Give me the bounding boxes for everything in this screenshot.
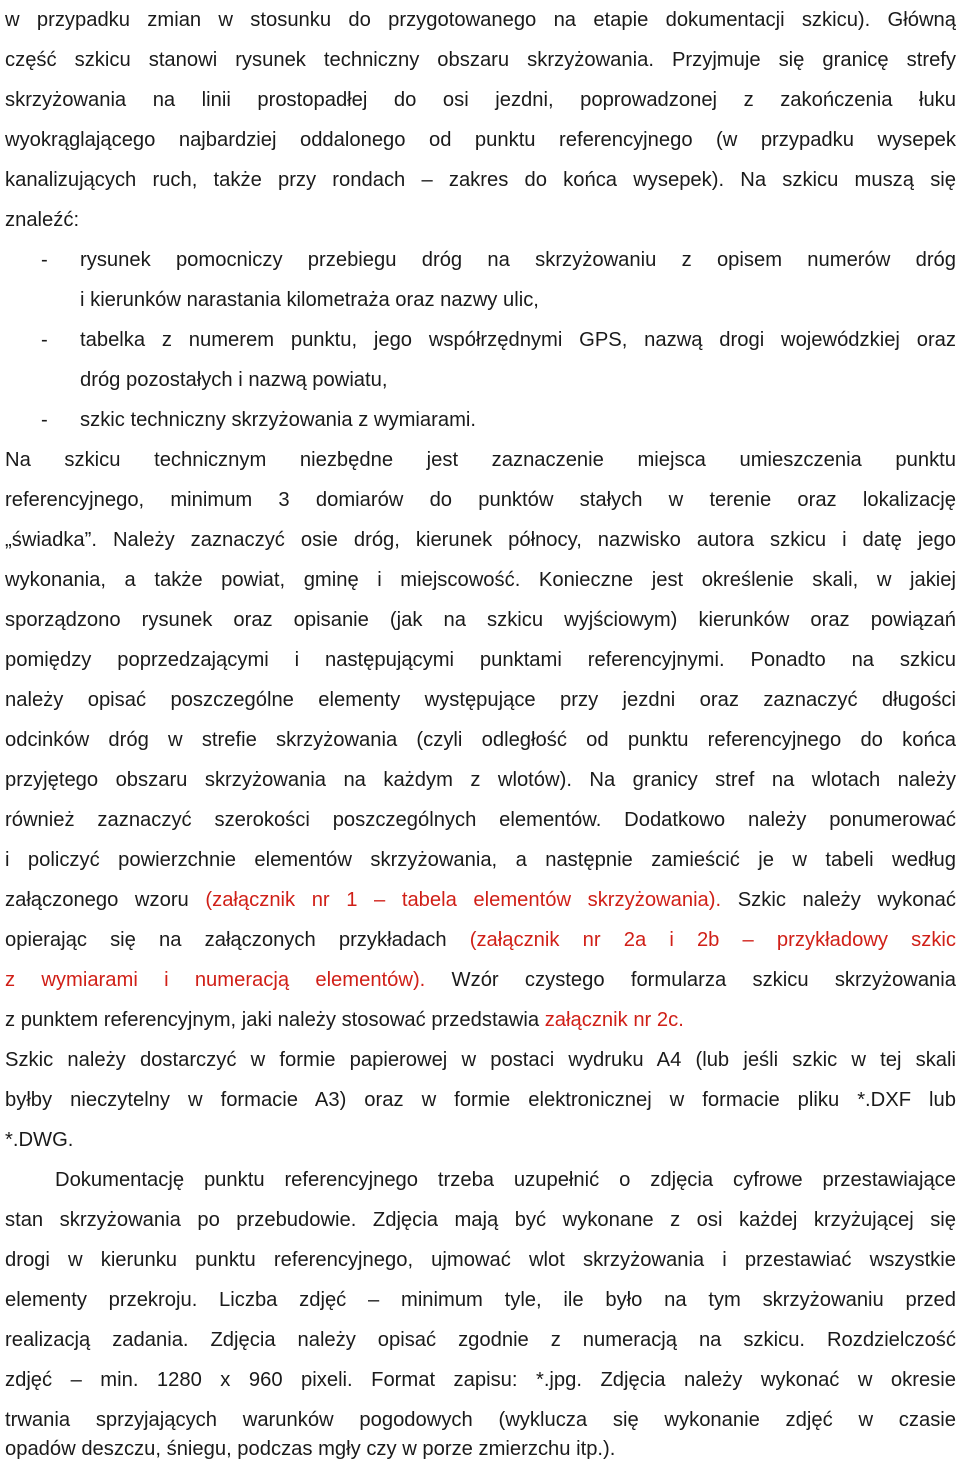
paragraph-line: kanalizujących ruch, także przy rondach – zakres do końca wysepek). Na szkicu muszą się [5,169,956,191]
paragraph-line [5,960,956,1000]
list-item [5,240,956,280]
attachment-reference: (załącznik nr 1 – tabela elementów skrzyżowania). [205,889,722,911]
paragraph-line: Na szkicu technicznym niezbędne jest zaznaczenie miejsca umieszczenia punktu [5,449,956,471]
list-item-text: i kierunków narastania kilometraża oraz nazwy ulic, [80,289,539,311]
list-dash: - [41,249,48,271]
list-item [5,400,956,440]
text-run: Szkic należy wykonać [721,889,956,911]
paragraph-line: opadów deszczu, śniegu, podczas mgły czy w porze zmierzchu itp.). [5,1438,616,1460]
attachment-reference: (załącznik nr 2a i 2b – przykładowy szkic [469,929,957,951]
text-run: opierając się na załączonych przykładach [5,929,470,951]
paragraph-line: wykonania, a także powiat, gminę i miejscowość. Konieczne jest określenie skali, w jakiej [5,569,956,591]
list-dash: - [41,409,48,431]
paragraph-line: przyjętego obszaru skrzyżowania na każdym z wlotów). Na granicy stref na wlotach należy [5,769,956,791]
text-run: Wzór czystego formularza szkicu skrzyżowania [425,969,956,991]
paragraph-line [5,880,956,920]
paragraph-line: w przypadku zmian w stosunku do przygotowanego na etapie dokumentacji szkicu). Główną [5,9,956,31]
paragraph-line: byłby nieczytelny w formacie A3) oraz w formie elektronicznej w formacie pliku *.DXF lub [5,1089,956,1111]
paragraph-line: Szkic należy dostarczyć w formie papierowej w postaci wydruku A4 (lub jeśli szkic w tej skali [5,1049,956,1071]
paragraph-line: znaleźć: [5,209,80,231]
attachment-reference: z wymiarami i numeracją elementów). [5,969,426,991]
paragraph-line: sporządzono rysunek oraz opisanie (jak na szkicu wyjściowym) kierunków oraz powiązań [5,609,956,631]
paragraph-line: stan skrzyżowania po przebudowie. Zdjęcia mają być wykonane z osi każdej krzyżującej się [5,1209,956,1231]
paragraph-line: drogi w kierunku punktu referencyjnego, ujmować wlot skrzyżowania i przestawiać wszystkie [5,1249,956,1271]
paragraph-line: należy opisać poszczególne elementy występujące przy jezdni oraz zaznaczyć długości [5,689,956,711]
paragraph-line: odcinków dróg w strefie skrzyżowania (czyli odległość od punktu referencyjnego do końca [5,729,956,751]
list-item-text: rysunek pomocniczy przebiegu dróg na skrzyżowaniu z opisem numerów dróg [80,249,956,271]
text-run: z punktem referencyjnym, jaki należy stosować przedstawia [5,1009,545,1031]
list-item-text: szkic techniczny skrzyżowania z wymiarami. [80,409,476,431]
list-item-continuation [5,280,956,320]
text-run: załączonego wzoru [5,889,206,911]
paragraph-line: „świadka”. Należy zaznaczyć osie dróg, kierunek północy, nazwisko autora szkicu i datę jego [5,529,956,551]
list-item-text: tabelka z numerem punktu, jego współrzędnymi GPS, nazwą drogi wojewódzkiej oraz [80,329,956,351]
paragraph-line: elementy przekroju. Liczba zdjęć – minimum tyle, ile było na tym skrzyżowaniu przed [5,1289,956,1311]
list-item-continuation [5,360,956,400]
paragraph-line [5,920,956,960]
list-item [5,320,956,360]
paragraph-line: *.DWG. [5,1129,74,1151]
list-dash: - [41,329,48,351]
paragraph-line: i policzyć powierzchnie elementów skrzyżowania, a następnie zamieścić je w tabeli według [5,849,956,871]
paragraph-line: Dokumentację punktu referencyjnego trzeba uzupełnić o zdjęcia cyfrowe przestawiające [55,1169,956,1191]
paragraph-line [5,1000,956,1040]
paragraph-line: trwania sprzyjających warunków pogodowych (wyklucza się wykonanie zdjęć w czasie [5,1409,956,1431]
paragraph-line: skrzyżowania na linii prostopadłej do osi jezdni, poprowadzonej z zakończenia łuku [5,89,956,111]
paragraph-line: wyokrąglającego najbardziej oddalonego od punktu referencyjnego (w przypadku wysepek [5,129,956,151]
paragraph-line: również zaznaczyć szerokości poszczególnych elementów. Dodatkowo należy ponumerować [5,809,956,831]
paragraph-line: pomiędzy poprzedzającymi i następującymi punktami referencyjnymi. Ponadto na szkicu [5,649,956,671]
paragraph-line: realizacją zadania. Zdjęcia należy opisać zgodnie z numeracją na szkicu. Rozdzielczość [5,1329,956,1351]
paragraph-line: część szkicu stanowi rysunek techniczny obszaru skrzyżowania. Przyjmuje się granicę strefy [5,49,956,71]
paragraph-line: zdjęć – min. 1280 x 960 pixeli. Format zapisu: *.jpg. Zdjęcia należy wykonać w okresie [5,1369,956,1391]
attachment-reference: załącznik nr 2c. [544,1009,684,1031]
list-item-text: dróg pozostałych i nazwą powiatu, [80,369,388,391]
paragraph-line: referencyjnego, minimum 3 domiarów do punktów stałych w terenie oraz lokalizację [5,489,956,511]
